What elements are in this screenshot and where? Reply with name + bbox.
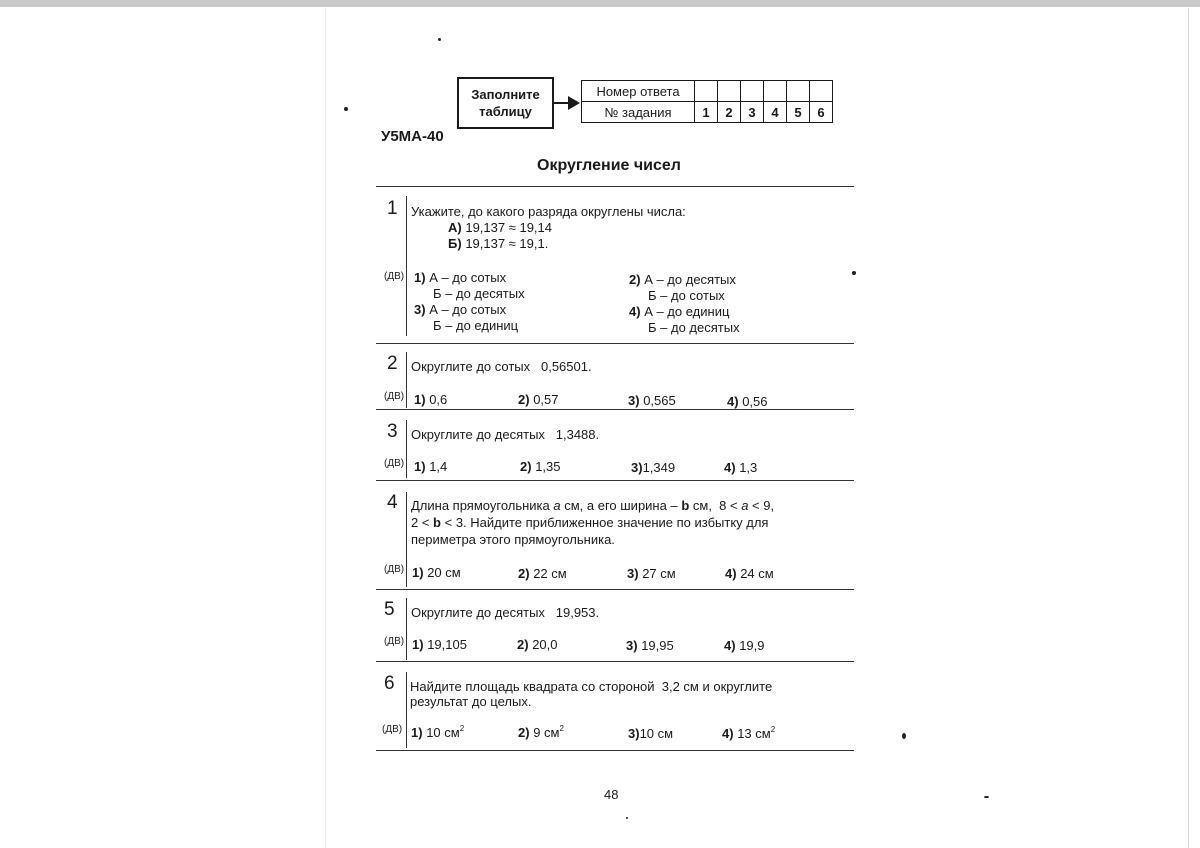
task-number-label: № задания	[582, 102, 695, 123]
section-divider	[376, 409, 854, 410]
section-divider	[376, 750, 854, 751]
superscript: 2	[459, 724, 465, 733]
page-right-edge	[1188, 8, 1189, 848]
question-text: Округлите до сотых 0,56501.	[411, 359, 592, 374]
option-number: 3)	[626, 638, 638, 653]
option-number: 2)	[518, 566, 530, 581]
scan-top-edge	[0, 0, 1200, 7]
superscript: 2	[559, 724, 564, 733]
answer-option[interactable]	[518, 725, 564, 740]
answer-option[interactable]	[727, 394, 768, 409]
option-number: 1)	[412, 637, 424, 652]
answer-option[interactable]	[411, 725, 464, 740]
option-value: 19,95	[641, 638, 674, 653]
answer-cell[interactable]	[741, 81, 764, 102]
option-number: 4)	[629, 304, 641, 319]
question-text: Округлите до десятых 19,953.	[411, 605, 600, 620]
scan-speck	[852, 271, 856, 275]
variable-b: b	[681, 498, 690, 513]
option-value: 20 см	[427, 565, 461, 580]
task-number: 1	[695, 102, 718, 123]
page-title: Округление чисел	[537, 157, 681, 174]
text-part: см, а его ширина –	[560, 498, 682, 513]
answer-option[interactable]	[518, 392, 559, 407]
difficulty-label: (ДВ)	[384, 564, 405, 575]
option-number: 2)	[518, 392, 530, 407]
text-part: < 3. Найдите приближенное значение по избытку для	[441, 515, 769, 530]
question-text: результат до целых.	[410, 694, 532, 709]
task-number: 3	[741, 102, 764, 123]
answer-option[interactable]	[724, 638, 765, 653]
option-text: Б – до единиц	[433, 318, 519, 333]
task-number: 6	[810, 102, 833, 123]
option-value: 22 см	[533, 566, 567, 581]
answer-row	[582, 81, 833, 102]
option-value: 24 см	[740, 566, 774, 581]
option-number: 3)	[628, 726, 640, 741]
option-text: Б – до сотых	[648, 288, 725, 303]
column-divider	[406, 492, 407, 587]
page-number: 48	[604, 787, 619, 802]
option-text: А – до единиц	[644, 304, 730, 319]
section-divider	[376, 343, 854, 344]
option-value: 10 см	[639, 726, 674, 741]
question-number: 3	[387, 421, 398, 442]
answer-option[interactable]	[412, 565, 461, 580]
fill-label-line1: Заполните	[471, 87, 540, 102]
answer-option[interactable]	[724, 460, 757, 475]
option-number: 4)	[724, 638, 736, 653]
column-divider	[406, 672, 407, 748]
answer-option[interactable]	[725, 566, 774, 581]
option-text: А – до сотых	[429, 270, 507, 285]
option-number: 1)	[411, 725, 423, 740]
answer-option[interactable]	[628, 393, 676, 408]
difficulty-label: (ДВ)	[384, 458, 405, 469]
answer-cell[interactable]	[718, 81, 741, 102]
page-left-edge	[325, 8, 326, 848]
value-b: 19,137 ≈ 19,1.	[465, 236, 549, 251]
option-text: Б – до десятых	[433, 286, 525, 301]
option-number: 3)	[631, 460, 643, 475]
scan-speck	[626, 817, 628, 819]
question-text	[411, 515, 768, 531]
answer-option[interactable]	[629, 272, 736, 304]
question-line-b	[448, 236, 548, 252]
option-number: 2)	[629, 272, 641, 287]
option-value: 9 см	[533, 725, 560, 740]
answer-option[interactable]	[414, 302, 518, 334]
option-value: 0,56	[742, 394, 768, 409]
scan-speck	[344, 107, 348, 111]
option-value: 1,349	[642, 460, 676, 475]
answer-option[interactable]	[412, 637, 467, 652]
option-value: 20,0	[532, 637, 558, 652]
section-divider	[376, 186, 854, 187]
task-number: 5	[787, 102, 810, 123]
answer-option[interactable]	[722, 726, 775, 741]
question-number: 5	[384, 599, 395, 620]
task-row	[582, 102, 833, 123]
option-number: 4)	[724, 460, 736, 475]
fill-table-box	[457, 77, 554, 129]
answer-option[interactable]	[627, 566, 676, 581]
answer-option[interactable]	[414, 459, 447, 474]
question-text	[411, 498, 774, 514]
answer-cell[interactable]	[764, 81, 787, 102]
section-divider	[376, 480, 854, 481]
answer-cell[interactable]	[787, 81, 810, 102]
option-number: 3)	[414, 302, 426, 317]
section-divider	[376, 661, 854, 662]
option-value: 0,57	[533, 392, 559, 407]
option-text: А – до десятых	[644, 272, 736, 287]
text-part: см, 8 <	[689, 498, 742, 513]
answer-option[interactable]	[517, 637, 558, 652]
column-divider	[406, 196, 407, 336]
label-a: А)	[448, 220, 462, 235]
question-line-a	[448, 220, 552, 236]
option-number: 1)	[414, 270, 426, 285]
option-number: 3)	[628, 393, 640, 408]
option-value: 0,565	[643, 393, 676, 408]
section-divider	[376, 589, 854, 590]
option-text: А – до сотых	[429, 302, 507, 317]
option-number: 4)	[727, 394, 739, 409]
option-value: 1,35	[535, 459, 561, 474]
option-number: 1)	[414, 392, 426, 407]
option-number: 3)	[627, 566, 639, 581]
option-number: 1)	[412, 565, 424, 580]
variable-a: a	[741, 498, 749, 513]
option-number: 2)	[517, 637, 529, 652]
answer-option[interactable]	[628, 726, 673, 741]
option-value: 1,4	[429, 459, 448, 474]
fill-label-line2: таблицу	[479, 104, 532, 119]
option-number: 1)	[414, 459, 426, 474]
answer-option[interactable]	[414, 392, 447, 407]
column-divider	[406, 352, 407, 408]
answer-option[interactable]	[631, 460, 675, 475]
text-part: 2 <	[411, 515, 434, 530]
option-value: 13 см	[737, 726, 771, 741]
task-number: 2	[718, 102, 741, 123]
answer-option[interactable]	[629, 304, 740, 336]
option-number: 2)	[518, 725, 530, 740]
option-number: 4)	[725, 566, 737, 581]
option-value: 27 см	[642, 566, 676, 581]
option-value: 1,3	[739, 460, 758, 475]
variable-b: b	[433, 515, 441, 530]
answer-option[interactable]	[520, 459, 561, 474]
option-value: 0,6	[429, 392, 448, 407]
value-a: 19,137 ≈ 19,14	[465, 220, 552, 235]
answer-cell[interactable]	[695, 81, 718, 102]
label-b: Б)	[448, 236, 462, 251]
answer-option[interactable]	[518, 566, 567, 581]
question-number: 1	[387, 198, 398, 219]
scan-speck	[984, 796, 989, 798]
option-text: Б – до десятых	[648, 320, 740, 335]
question-number: 2	[387, 353, 398, 374]
answer-table	[581, 80, 833, 123]
option-value: 19,105	[427, 637, 467, 652]
question-text: Укажите, до какого разряда округлены числа:	[411, 204, 686, 219]
option-number: 4)	[722, 726, 734, 741]
text-part: < 9,	[748, 498, 775, 513]
difficulty-label: (ДВ)	[382, 724, 403, 735]
superscript: 2	[770, 725, 776, 734]
column-divider	[406, 420, 407, 478]
difficulty-label: (ДВ)	[384, 636, 405, 647]
question-number: 6	[384, 673, 395, 694]
option-number: 2)	[520, 459, 532, 474]
answer-option[interactable]	[626, 638, 674, 653]
column-divider	[406, 598, 407, 660]
question-text: Найдите площадь квадрата со стороной 3,2 см и округлите	[410, 679, 773, 694]
answer-number-label: Номер ответа	[582, 81, 695, 102]
scan-speck	[438, 38, 441, 41]
difficulty-label: (ДВ)	[384, 271, 405, 282]
answer-option[interactable]	[414, 270, 525, 302]
question-number: 4	[387, 492, 398, 513]
scan-speck	[902, 733, 906, 739]
question-text: Округлите до десятых 1,3488.	[411, 427, 600, 442]
difficulty-label: (ДВ)	[384, 391, 405, 402]
variable-a: a	[553, 498, 561, 513]
question-text: периметра этого прямоугольника.	[411, 532, 615, 547]
text-part: Длина прямоугольника	[411, 498, 554, 513]
option-value: 10 см	[426, 725, 460, 740]
task-number: 4	[764, 102, 787, 123]
arrow-right-icon	[568, 96, 580, 110]
answer-cell[interactable]	[810, 81, 833, 102]
option-value: 19,9	[739, 638, 765, 653]
worksheet-code: У5МА-40	[381, 128, 444, 145]
